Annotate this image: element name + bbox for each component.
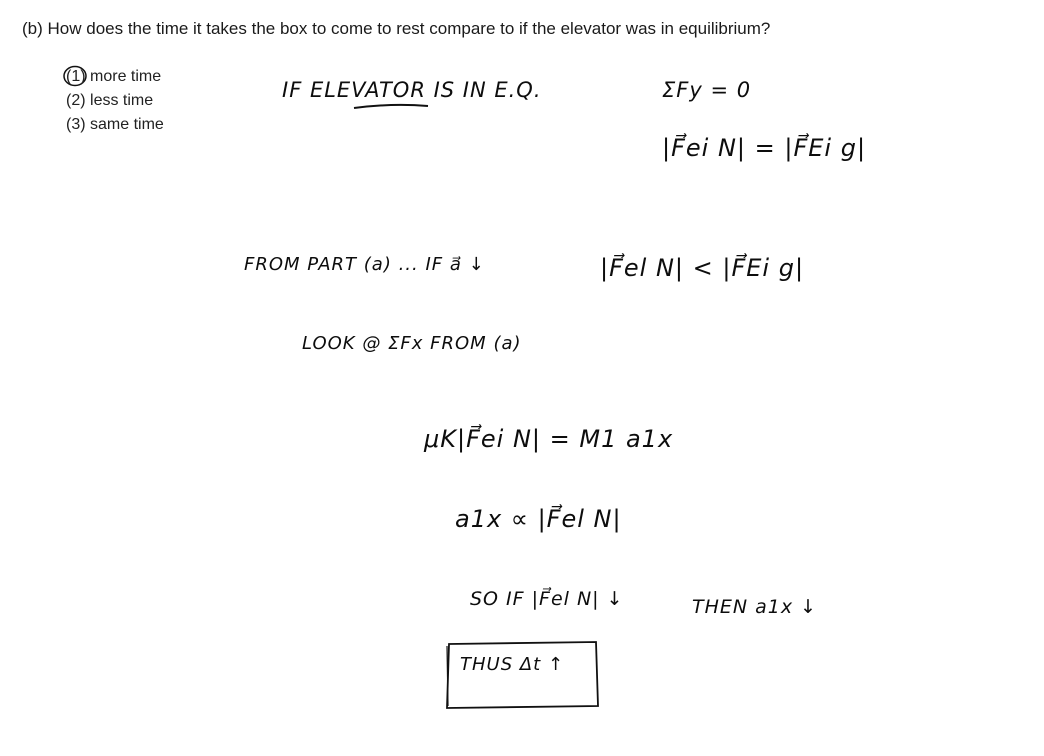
option-same-time: [66, 116, 164, 134]
handwritten-elevator-condition: IF ELEVATOR IS IN E.Q.: [282, 78, 542, 102]
handwritten-friction-equation: μK|F⃗ei N| = M1 a1x: [424, 425, 674, 453]
handwritten-force-inequality: |F⃗el N| < |F⃗Ei g|: [600, 254, 805, 282]
handwritten-proportionality: a1x ∝ |F⃗el N|: [455, 505, 622, 533]
handwritten-conclusion: THUS Δt ↑: [460, 654, 565, 675]
handwritten-force-equality: |F⃗ei N| = |F⃗Ei g|: [662, 134, 867, 162]
option-label: more time: [90, 68, 162, 85]
question-body: How does the time it takes the box to come to rest compare to if the elevator was in equilibrium?: [47, 19, 771, 38]
handwritten-then: THEN a1x ↓: [692, 596, 818, 618]
handwritten-underline: [352, 100, 430, 112]
option-number: (1): [66, 68, 86, 85]
handwritten-from-part-a: FROM PART (a) ... IF a⃗ ↓: [244, 254, 485, 275]
handwritten-sum-fy: ΣFy = 0: [662, 78, 752, 102]
handwritten-look-sum-fx: LOOK @ ΣFx FROM (a): [302, 333, 522, 354]
option-label: less time: [90, 92, 154, 109]
option-number: (2): [66, 92, 86, 109]
conclusion-box: [444, 640, 602, 710]
option-label: same time: [90, 116, 164, 133]
option-number: (3): [66, 116, 86, 133]
option-more-time: [66, 68, 161, 86]
option-less-time: [66, 92, 153, 110]
question-label: (b): [22, 19, 43, 38]
question-text: [22, 19, 770, 39]
handwritten-so-if: SO IF |F⃗el N| ↓: [470, 588, 624, 610]
